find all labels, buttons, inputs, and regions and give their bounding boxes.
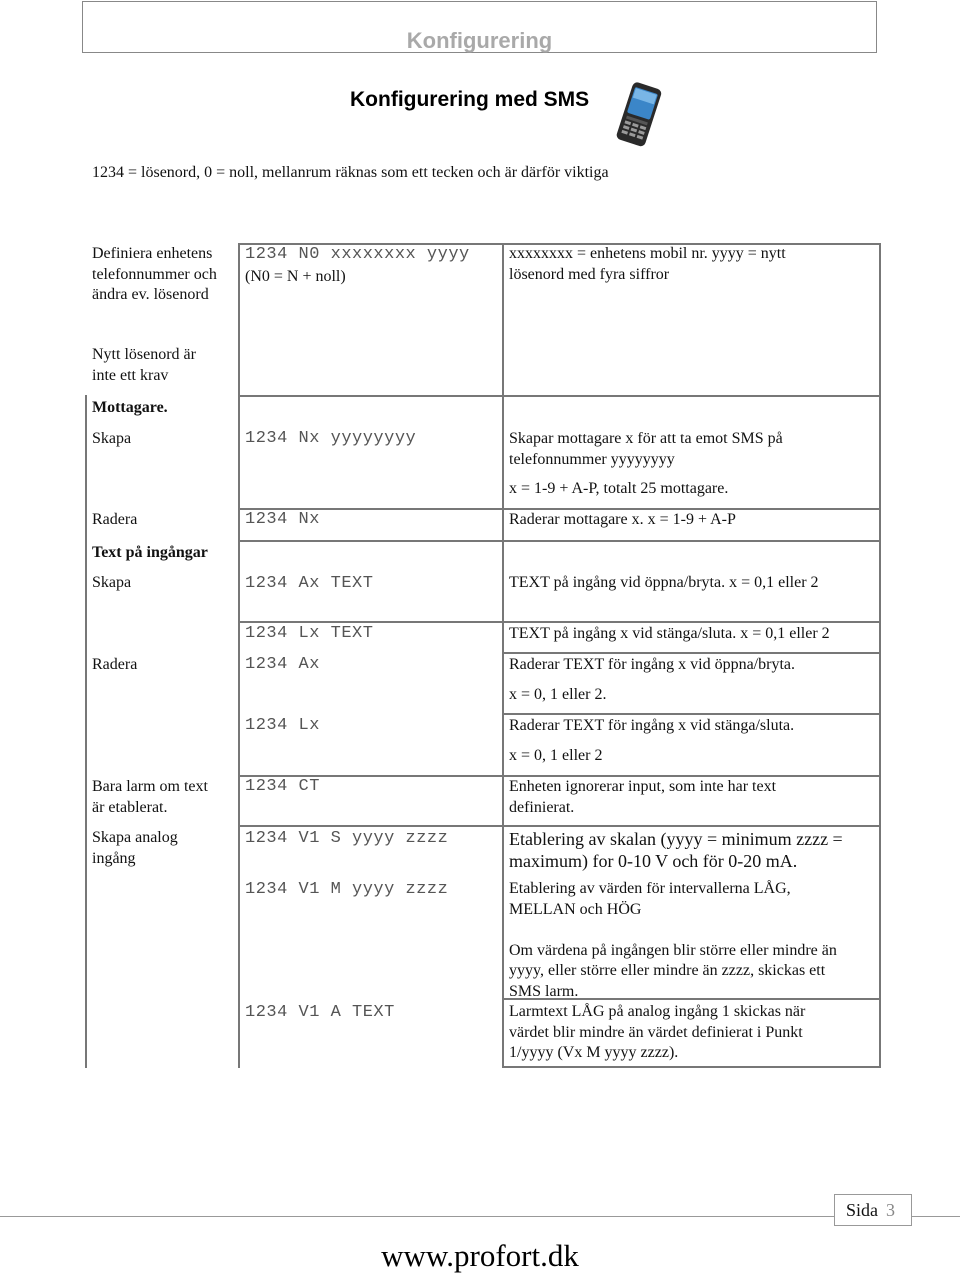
- row-description: TEXT på ingång vid öppna/bryta. x = 0,1 eller 2: [509, 574, 819, 591]
- table-line: [238, 540, 881, 542]
- sms-command: 1234 Nx: [245, 510, 320, 529]
- row-description: Etablering av skalan (yyyy = minimum zzzz =: [509, 829, 843, 849]
- table-line: [238, 621, 881, 623]
- sms-command: 1234 Lx: [245, 716, 320, 735]
- row-label: är etablerat.: [92, 799, 168, 816]
- row-description: Raderar TEXT för ingång x vid öppna/bryta.: [509, 656, 795, 673]
- row-description: SMS larm.: [509, 983, 579, 1000]
- table-line: [238, 825, 881, 827]
- page-label: Sida: [846, 1200, 879, 1220]
- command-note: (N0 = N + noll): [245, 268, 346, 285]
- sms-command: 1234 CT: [245, 777, 320, 796]
- row-description: Raderar mottagare x. x = 1-9 + A-P: [509, 511, 736, 528]
- footer-divider: [0, 1216, 960, 1217]
- row-label: Skapa: [92, 430, 132, 447]
- row-label: Radera: [92, 511, 138, 528]
- row-description: x = 0, 1 eller 2: [509, 747, 603, 764]
- row-description: Larmtext LÅG på analog ingång 1 skickas när: [509, 1003, 806, 1020]
- row-label: Definiera enhetens: [92, 245, 213, 262]
- page-number: 3: [886, 1200, 896, 1220]
- table-line: [879, 243, 881, 1067]
- row-description: Raderar TEXT för ingång x vid stänga/sluta.: [509, 717, 795, 734]
- note-text: Nytt lösenord är: [92, 346, 196, 363]
- table-line: [502, 1066, 881, 1068]
- row-description: Enheten ignorerar input, som inte har text: [509, 778, 777, 795]
- row-description: yyyy, eller större eller mindre än zzzz, skickas ett: [509, 962, 826, 979]
- row-description: 1/yyyy (Vx M yyyy zzzz).: [509, 1044, 679, 1061]
- row-description: värdet blir mindre än värdet definierat i Punkt: [509, 1024, 803, 1041]
- row-description: Om värdena på ingången blir större eller mindre än: [509, 942, 837, 959]
- sms-command: 1234 Lx TEXT: [245, 624, 374, 643]
- row-description: x = 1-9 + A-P, totalt 25 mottagare.: [509, 480, 729, 497]
- sms-command: 1234 N0 xxxxxxxx yyyy: [245, 245, 470, 264]
- row-label: ingång: [92, 850, 136, 867]
- group-heading: Text på ingångar: [92, 544, 208, 561]
- row-description: x = 0, 1 eller 2.: [509, 686, 607, 703]
- sms-command: 1234 Nx yyyyyyyy: [245, 429, 417, 448]
- row-label: Skapa: [92, 574, 132, 591]
- row-description: maximum) for 0-10 V och för 0-20 mA.: [509, 851, 798, 871]
- note-text: inte ett krav: [92, 367, 169, 384]
- sms-command: 1234 V1 S yyyy zzzz: [245, 829, 449, 848]
- table-line: [502, 652, 881, 654]
- header-title: Konfigurering: [406, 28, 553, 53]
- table-line: [238, 395, 881, 397]
- row-label: ändra ev. lösenord: [92, 286, 209, 303]
- row-description: Etablering av värden för intervallerna LÅG,: [509, 880, 791, 897]
- table-line: [85, 395, 87, 1068]
- row-description: xxxxxxxx = enhetens mobil nr. yyyy = nytt: [509, 245, 786, 262]
- row-label: telefonnummer och: [92, 266, 217, 283]
- row-description: Skapar mottagare x för att ta emot SMS på: [509, 430, 783, 447]
- page-number-box: [834, 1194, 912, 1226]
- intro-text: 1234 = lösenord, 0 = noll, mellanrum räknas som ett tecken och är därför viktiga: [92, 164, 609, 181]
- row-label: Radera: [92, 656, 138, 673]
- section-title: Konfigurering med SMS: [350, 88, 590, 111]
- sms-command: 1234 V1 M yyyy zzzz: [245, 880, 449, 899]
- sms-command: 1234 Ax TEXT: [245, 574, 374, 593]
- row-description: TEXT på ingång x vid stänga/sluta. x = 0,1 eller 2: [509, 625, 830, 642]
- row-label: Bara larm om text: [92, 778, 208, 795]
- table-line: [238, 243, 240, 1068]
- sms-command: 1234 V1 A TEXT: [245, 1003, 395, 1022]
- row-description: definierat.: [509, 799, 575, 816]
- sms-command: 1234 Ax: [245, 655, 320, 674]
- row-description: telefonnummer yyyyyyyy: [509, 451, 675, 468]
- group-heading: Mottagare.: [92, 399, 168, 416]
- header-box: [82, 1, 877, 53]
- row-description: lösenord med fyra siffror: [509, 266, 670, 283]
- table-line: [502, 713, 881, 715]
- row-description: MELLAN och HÖG: [509, 901, 642, 918]
- table-line: [502, 243, 504, 1067]
- row-label: Skapa analog: [92, 829, 178, 846]
- mobile-phone-icon: [608, 80, 668, 148]
- website-footer: www.profort.dk: [381, 1238, 579, 1273]
